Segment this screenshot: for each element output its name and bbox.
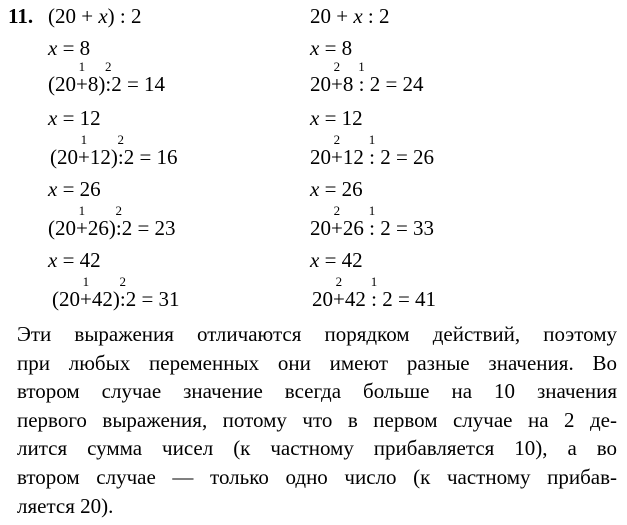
right-case-4-x: x = 42	[310, 248, 363, 272]
right-case-2-x: x = 12	[310, 106, 363, 130]
right-case-2-calc: 20+ 2 12 : 1 2 = 26	[310, 132, 435, 169]
left-case-3-x: x = 26	[48, 177, 101, 201]
left-expression: (20 + x) : 2	[48, 4, 142, 28]
left-case-2-calc: (20+ 1 12): 2 2 = 16	[50, 132, 178, 169]
right-case-3-x: x = 26	[310, 177, 363, 201]
left-case-4-x: x = 42	[48, 248, 101, 272]
explanation-line: лится сумма чисел (к частному прибавляется 10), а во	[17, 436, 617, 461]
explanation-line: при любых переменных они имеют разные значения. Во	[17, 350, 617, 375]
right-case-1-calc: 20+ 2 8 : 1 2 = 24	[310, 59, 424, 96]
explanation-line: втором случае значение всегда больше на 10 значения	[17, 379, 617, 404]
right-case-3-calc: 20+ 2 26 : 1 2 = 33	[310, 203, 435, 240]
explanation-line: ляется 20).	[17, 493, 114, 518]
left-case-4-calc: (20+ 1 42): 2 2 = 31	[52, 274, 180, 311]
explanation-paragraph	[17, 320, 617, 520]
right-case-1-x: x = 8	[310, 36, 353, 60]
explanation-line: Эти выражения отличаются порядком действий, поэтому	[17, 322, 617, 346]
right-case-4-calc: 20+ 2 42 : 1 2 = 41	[312, 274, 437, 311]
left-case-1-x: x = 8	[48, 36, 91, 60]
left-case-2-x: x = 12	[48, 106, 101, 130]
right-expression: 20 + x : 2	[310, 4, 390, 28]
exercise-number: 11.	[8, 4, 34, 28]
explanation-line: первого выражения, потому что в первом случае на 2 де-	[17, 407, 617, 432]
left-case-3-calc: (20+ 1 26): 2 2 = 23	[48, 203, 176, 240]
left-case-1-calc: (20+ 1 8): 2 2 = 14	[48, 59, 166, 96]
explanation-line: втором случае — только одно число (к частному прибав-	[17, 464, 617, 489]
